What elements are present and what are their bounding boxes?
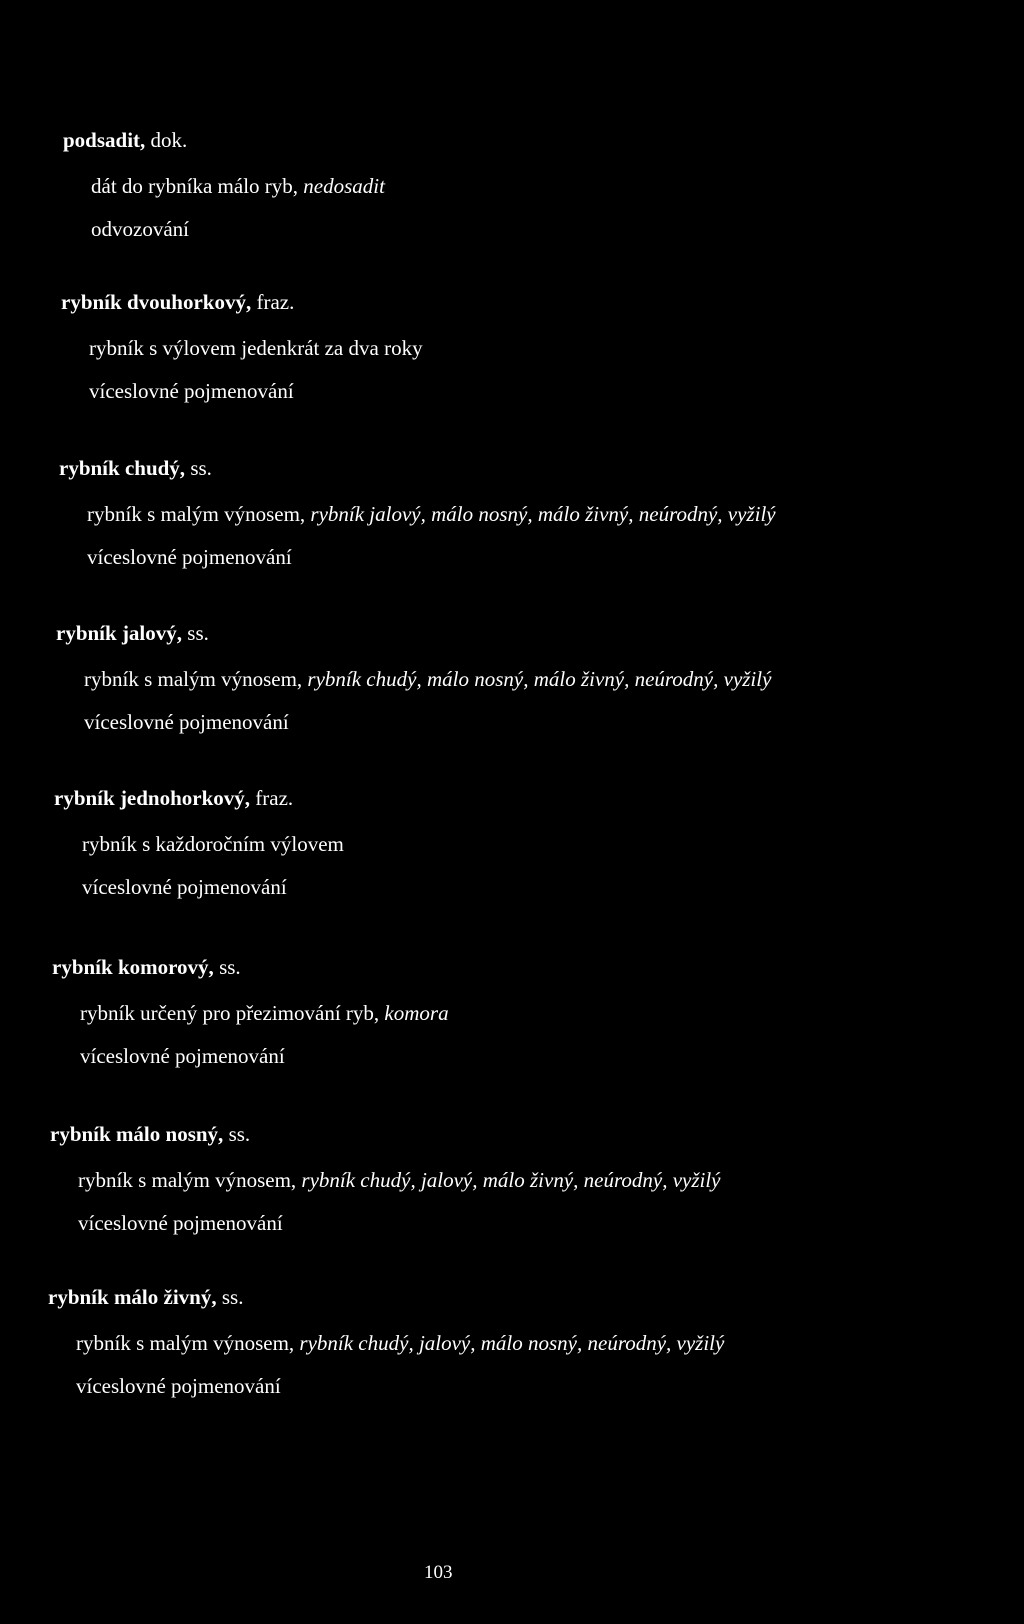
headword: rybník komorový, bbox=[52, 955, 214, 979]
entry-head bbox=[50, 1122, 950, 1146]
definition-text: rybník s malým výnosem, bbox=[84, 667, 303, 691]
dictionary-entry bbox=[54, 786, 954, 899]
entry-type: víceslovné pojmenování bbox=[78, 1211, 283, 1235]
definition-text: rybník s každoročním výlovem bbox=[82, 832, 344, 856]
entry-head bbox=[61, 290, 961, 314]
entry-head bbox=[52, 955, 952, 979]
headword: rybník jalový, bbox=[56, 621, 183, 645]
dictionary-entry bbox=[52, 955, 952, 1068]
headword: rybník dvouhorkový, bbox=[61, 290, 252, 314]
entry-head bbox=[56, 621, 956, 645]
grammar-label: fraz. bbox=[255, 786, 294, 810]
grammar-label: ss. bbox=[228, 1122, 251, 1146]
entry-type: víceslovné pojmenování bbox=[76, 1374, 281, 1398]
definition bbox=[87, 502, 959, 526]
definition-text: rybník s malým výnosem, bbox=[76, 1331, 295, 1355]
synonyms: nedosadit bbox=[303, 174, 385, 198]
grammar-label: ss. bbox=[221, 1285, 244, 1309]
synonyms: komora bbox=[384, 1001, 449, 1025]
definition bbox=[89, 336, 961, 360]
definition-text: dát do rybníka málo ryb, bbox=[91, 174, 299, 198]
entry-type: odvozování bbox=[91, 217, 189, 241]
headword: rybník málo nosný, bbox=[50, 1122, 224, 1146]
grammar-label: fraz. bbox=[256, 290, 295, 314]
definition-text: rybník s výlovem jedenkrát za dva roky bbox=[89, 336, 423, 360]
entry-head bbox=[54, 786, 954, 810]
synonyms: rybník chudý, jalový, málo živný, neúrodný, vyžilý bbox=[301, 1168, 721, 1192]
dictionary-entry bbox=[50, 1122, 950, 1235]
definition bbox=[82, 832, 954, 856]
headword: rybník chudý, bbox=[59, 456, 186, 480]
headword: rybník jednohorkový, bbox=[54, 786, 251, 810]
definition-text: rybník s malým výnosem, bbox=[87, 502, 306, 526]
page-number: 103 bbox=[424, 1562, 453, 1583]
definition bbox=[84, 667, 956, 691]
entry-head bbox=[48, 1285, 948, 1309]
definition bbox=[80, 1001, 952, 1025]
grammar-label: dok. bbox=[150, 128, 188, 152]
entry-type: víceslovné pojmenování bbox=[84, 710, 289, 734]
definition-text: rybník s malým výnosem, bbox=[78, 1168, 297, 1192]
headword: rybník málo živný, bbox=[48, 1285, 217, 1309]
grammar-label: ss. bbox=[219, 955, 241, 979]
definition bbox=[91, 174, 963, 198]
definition-text: rybník určený pro přezimování ryb, bbox=[80, 1001, 380, 1025]
dictionary-entry bbox=[61, 290, 961, 403]
synonyms: rybník jalový, málo nosný, málo živný, neúrodný, vyžilý bbox=[310, 502, 776, 526]
entry-type: víceslovné pojmenování bbox=[87, 545, 292, 569]
entry-type: víceslovné pojmenování bbox=[89, 379, 294, 403]
entry-head bbox=[59, 456, 959, 480]
synonyms: rybník chudý, jalový, málo nosný, neúrodný, vyžilý bbox=[299, 1331, 725, 1355]
dictionary-entry bbox=[48, 1285, 948, 1398]
grammar-label: ss. bbox=[187, 621, 209, 645]
grammar-label: ss. bbox=[190, 456, 212, 480]
dictionary-entry bbox=[56, 621, 956, 734]
entry-type: víceslovné pojmenování bbox=[82, 875, 287, 899]
entry-type: víceslovné pojmenování bbox=[80, 1044, 285, 1068]
dictionary-entry bbox=[59, 456, 959, 569]
entry-head bbox=[63, 128, 963, 152]
definition bbox=[76, 1331, 948, 1355]
synonyms: rybník chudý, málo nosný, málo živný, neúrodný, vyžilý bbox=[307, 667, 772, 691]
dictionary-entry bbox=[63, 128, 963, 241]
headword: podsadit, bbox=[63, 128, 146, 152]
definition bbox=[78, 1168, 950, 1192]
